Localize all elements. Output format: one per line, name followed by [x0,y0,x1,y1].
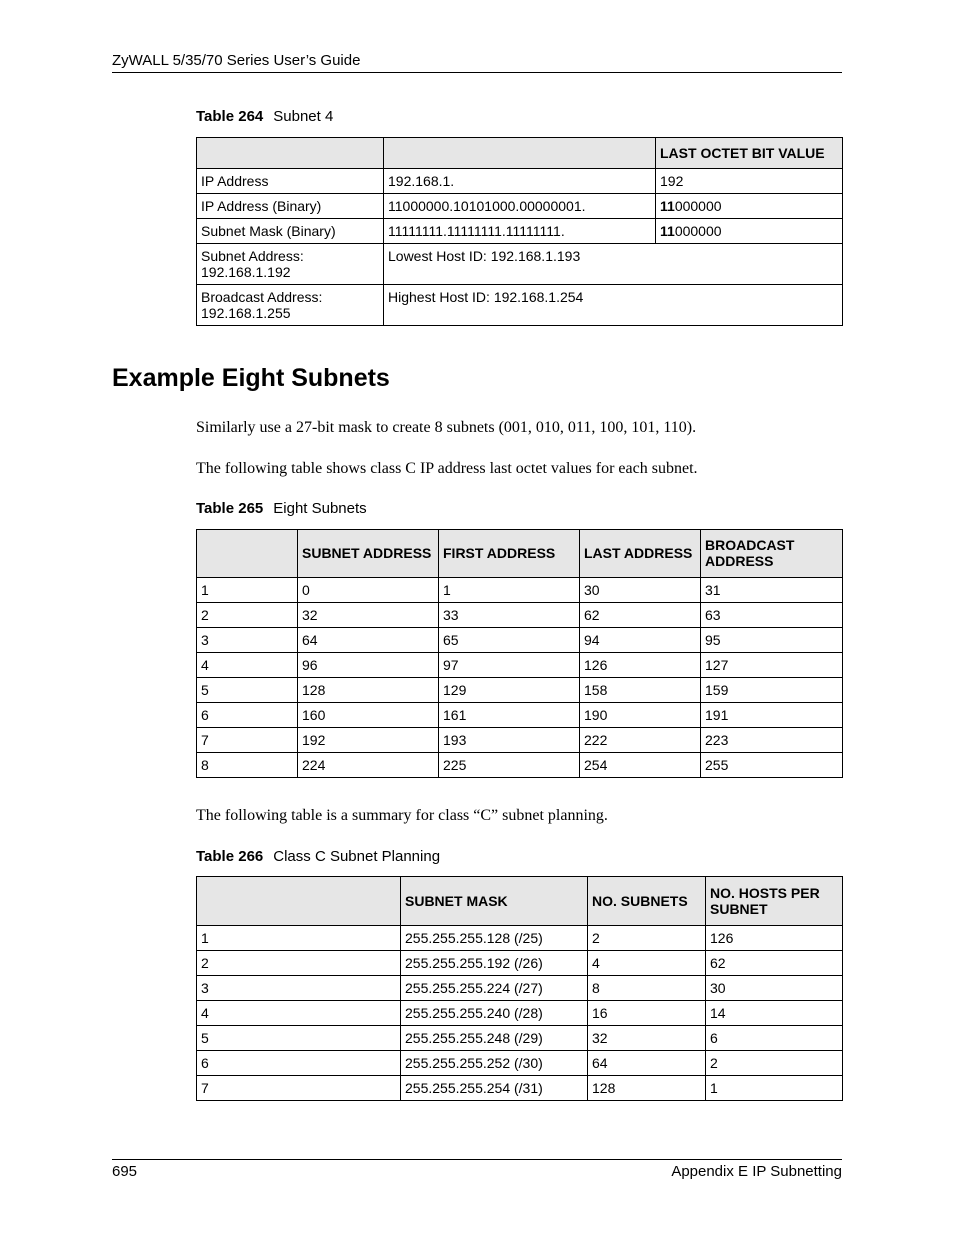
table-cell: 161 [439,703,580,728]
table-cell: 32 [588,1026,706,1051]
table-row [197,926,843,951]
table-cell: 126 [706,926,843,951]
running-header: ZyWALL 5/35/70 Series User’s Guide [112,52,361,69]
table-caption-number: Table 264 [196,108,264,125]
paragraph: Similarly use a 27-bit mask to create 8 subnets (001, 010, 011, 100, 101, 110). [196,419,697,436]
table-row [197,1051,843,1076]
table-cell: Subnet Mask (Binary) [197,219,384,244]
table-cell: 192 [298,728,439,753]
table-cell: 225 [439,753,580,778]
table-row [197,951,843,976]
table-cell: 1 [706,1076,843,1101]
table-cell: 255 [701,753,843,778]
table-header-cell [197,138,384,169]
table-cell: 30 [706,976,843,1001]
table-cell [656,219,843,244]
subnet-address-value: 192.168.1.192 [201,264,291,280]
bit-value-bold: 11 [660,197,675,214]
table-cell: 62 [706,951,843,976]
table-264-caption [196,108,333,125]
paragraph: The following table is a summary for class “C” subnet planning. [196,807,608,824]
table-row [197,244,843,285]
table-caption-number: Table 265 [196,500,264,517]
footer-rule [112,1159,842,1160]
table-cell: 8 [588,976,706,1001]
table-caption-title: Class C Subnet Planning [273,848,441,865]
table-cell: 63 [701,603,843,628]
table-264 [196,137,843,326]
table-row [197,678,843,703]
table-header-cell: BROADCAST ADDRESS [701,530,843,578]
table-row [197,703,843,728]
table-header-row [197,138,843,169]
table-266 [196,876,843,1101]
table-header-cell: LAST ADDRESS [580,530,701,578]
table-cell: 95 [701,628,843,653]
table-header-cell [197,530,298,578]
table-row [197,728,843,753]
paragraph: The following table shows class C IP address last octet values for each subnet. [196,460,698,477]
table-cell: 31 [701,578,843,603]
table-cell: IP Address (Binary) [197,194,384,219]
table-row [197,194,843,219]
bit-value-rest: 000000 [674,222,722,239]
table-cell: 4 [197,1001,401,1026]
header-rule [112,72,842,73]
table-cell: 64 [298,628,439,653]
table-cell: 0 [298,578,439,603]
table-cell: 222 [580,728,701,753]
table-row [197,1076,843,1101]
table-header-cell: NO. HOSTS PER SUBNET [706,877,843,926]
table-row [197,169,843,194]
bit-value-rest: 000000 [674,197,722,214]
table-cell: 159 [701,678,843,703]
table-cell: 5 [197,1026,401,1051]
table-cell: 11000000.10101000.00000001. [384,194,656,219]
table-cell [197,285,384,326]
table-cell: 65 [439,628,580,653]
table-cell: 193 [439,728,580,753]
table-cell: 160 [298,703,439,728]
table-cell: 6 [197,703,298,728]
table-cell: 62 [580,603,701,628]
table-caption-title: Subnet 4 [273,108,334,125]
table-cell: 32 [298,603,439,628]
table-header-cell: SUBNET MASK [401,877,588,926]
broadcast-address-label: Broadcast Address: [201,289,323,305]
table-cell: 158 [580,678,701,703]
table-cell: 223 [701,728,843,753]
table-cell [197,244,384,285]
table-header-cell: FIRST ADDRESS [439,530,580,578]
bit-value-rest: 192 [660,172,684,189]
table-row [197,653,843,678]
table-cell: 2 [588,926,706,951]
table-cell: 255.255.255.192 (/26) [401,951,588,976]
table-cell: 255.255.255.248 (/29) [401,1026,588,1051]
table-cell: 5 [197,678,298,703]
table-cell: 3 [197,976,401,1001]
table-row [197,285,843,326]
table-cell: 6 [197,1051,401,1076]
table-header-cell [197,877,401,926]
table-cell: Lowest Host ID: 192.168.1.193 [384,244,843,285]
table-cell: 94 [580,628,701,653]
table-cell [656,169,843,194]
table-cell: 2 [706,1051,843,1076]
table-row [197,976,843,1001]
table-header-cell: SUBNET ADDRESS [298,530,439,578]
table-cell: 33 [439,603,580,628]
table-cell: 2 [197,603,298,628]
table-cell: 190 [580,703,701,728]
table-cell: 1 [197,578,298,603]
table-header-row [197,877,843,926]
table-header-cell: NO. SUBNETS [588,877,706,926]
table-cell: 3 [197,628,298,653]
table-cell: 7 [197,728,298,753]
table-cell: 255.255.255.240 (/28) [401,1001,588,1026]
table-row [197,578,843,603]
table-cell: 11111111.11111111.11111111. [384,219,656,244]
table-cell: 129 [439,678,580,703]
table-cell: 255.255.255.224 (/27) [401,976,588,1001]
table-row [197,753,843,778]
table-cell: 192.168.1. [384,169,656,194]
broadcast-address-value: 192.168.1.255 [201,305,291,321]
table-cell: 16 [588,1001,706,1026]
table-cell: 30 [580,578,701,603]
table-cell: 1 [439,578,580,603]
table-cell: 64 [588,1051,706,1076]
table-cell: 128 [588,1076,706,1101]
table-cell: 127 [701,653,843,678]
table-cell: 128 [298,678,439,703]
table-266-caption [196,848,440,865]
table-cell: 14 [706,1001,843,1026]
table-header-cell: LAST OCTET BIT VALUE [656,138,843,169]
table-row [197,1001,843,1026]
table-265 [196,529,843,778]
table-cell: 255.255.255.254 (/31) [401,1076,588,1101]
table-cell: 8 [197,753,298,778]
table-row [197,1026,843,1051]
table-cell: 1 [197,926,401,951]
table-265-caption [196,500,367,517]
table-cell: 4 [588,951,706,976]
table-cell: 97 [439,653,580,678]
table-cell: 96 [298,653,439,678]
table-row [197,603,843,628]
table-cell: 126 [580,653,701,678]
table-cell: 7 [197,1076,401,1101]
table-row [197,219,843,244]
bit-value-bold: 11 [660,222,675,239]
table-cell: IP Address [197,169,384,194]
table-header-row [197,530,843,578]
table-row [197,628,843,653]
table-cell: 4 [197,653,298,678]
table-cell: 255.255.255.252 (/30) [401,1051,588,1076]
subnet-address-label: Subnet Address: [201,248,304,264]
table-cell [656,194,843,219]
table-caption-title: Eight Subnets [273,500,367,517]
section-heading: Example Eight Subnets [112,364,390,392]
footer-section: Appendix E IP Subnetting [671,1163,842,1180]
table-header-cell [384,138,656,169]
table-caption-number: Table 266 [196,848,264,865]
table-cell: Highest Host ID: 192.168.1.254 [384,285,843,326]
table-cell: 255.255.255.128 (/25) [401,926,588,951]
table-cell: 6 [706,1026,843,1051]
table-cell: 191 [701,703,843,728]
table-cell: 254 [580,753,701,778]
table-cell: 2 [197,951,401,976]
table-cell: 224 [298,753,439,778]
page-number: 695 [112,1163,138,1180]
